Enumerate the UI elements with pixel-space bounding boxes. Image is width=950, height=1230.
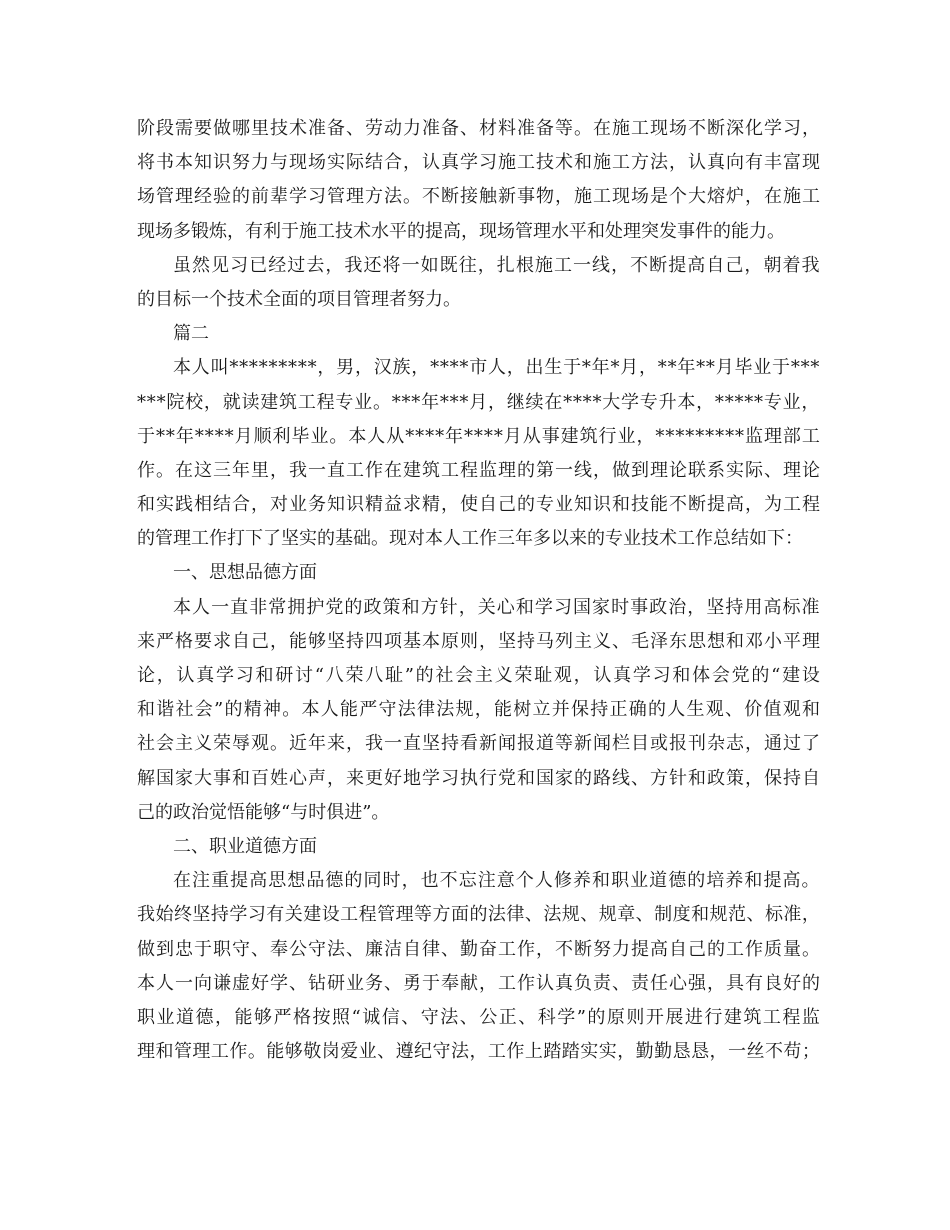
text-line: 我 始 终 坚 持 学 习 有 关 建 设 工 程 管 理 等 方 面 的 法 律 、 法 规 、 规 章 、 制 度 和 规 范 、 标 准 ，: [137, 904, 820, 926]
text-line: 职 业 道 德 ， 能 够 严 格 按 照 “ 诚 信 、 守 法 、 公 正 、 科 学 ” 的 原 则 开 展 进 行 建 筑 工 程 监: [137, 1006, 820, 1028]
text-line: 本 人 一 直 非 常 拥 护 党 的 政 策 和 方 针 ， 关 心 和 学 习 国 家 时 事 政 治 ， 坚 持 用 高 标 准: [173, 596, 820, 618]
text-line: 作 。 在 这 三 年 里 ， 我 一 直 工 作 在 建 筑 工 程 监 理 的 第 一 线 ， 做 到 理 论 联 系 实 际 、 理 论: [137, 459, 820, 481]
text-line: 于 * * 年 * * * * 月 顺 利 毕 业 。 本 人 从 * * * * 年 * * * * 月 从 事 建 筑 行 业 ， * * * * * * * * * 监 理 部 工: [137, 425, 820, 447]
text-line: 来 严 格 要 求 自 己 ， 能 够 坚 持 四 项 基 本 原 则 ， 坚 持 马 列 主 义 、 毛 泽 东 思 想 和 邓 小 平 理: [137, 630, 820, 652]
text-line: 做 到 忠 于 职 守 、 奉 公 守 法 、 廉 洁 自 律 、 勤 奋 工 作 ， 不 断 努 力 提 高 自 己 的 工 作 质 量 。: [137, 938, 820, 960]
text-line: 场 管 理 经 验 的 前 辈 学 习 管 理 方 法 。 不 断 接 触 新 事 物 ， 施 工 现 场 是 个 大 熔 炉 ， 在 施 工: [137, 186, 820, 208]
text-line: 社 会 主 义 荣 辱 观 。 近 年 来 ， 我 一 直 坚 持 看 新 闻 报 道 等 新 闻 栏 目 或 报 刊 杂 志 ， 通 过 了: [137, 733, 820, 755]
text-line: 己的政治觉悟能够“与时俱进”。: [137, 801, 390, 823]
text-line: 和 谐 社 会 ” 的 精 神 。 本 人 能 严 守 法 律 法 规 ， 能 树 立 并 保 持 正 确 的 人 生 观 、 价 值 观 和: [137, 699, 820, 721]
text-line: 本 人 叫 * * * * * * * * * ， 男 ， 汉 族 ， * * * * 市 人 ， 出 生 于 * 年 * 月 ， * * 年 * * 月 毕 业 于 * * *: [173, 357, 820, 379]
text-line: 本 人 一 向 谦 虚 好 学 、 钻 研 业 务 、 勇 于 奉 献 ， 工 作 认 真 负 责 、 责 任 心 强 ， 具 有 良 好 的: [137, 972, 820, 994]
text-line: 的管理工作打下了坚实的基础。现对本人工作三年多以来的专业技术工作总结如下：: [137, 528, 803, 550]
text-line: 将 书 本 知 识 努 力 与 现 场 实 际 结 合 ， 认 真 学 习 施 工 技 术 和 施 工 方 法 ， 认 真 向 有 丰 富 现: [137, 152, 820, 174]
text-line: 虽 然 见 习 已 经 过 去 ， 我 还 将 一 如 既 往 ， 扎 根 施 工 一 线 ， 不 断 提 高 自 己 ， 朝 着 我: [173, 254, 820, 276]
text-line: 二、职业道德方面: [173, 835, 317, 857]
text-line: 在 注 重 提 高 思 想 品 德 的 同 时 ， 也 不 忘 注 意 个 人 修 养 和 职 业 道 德 的 培 养 和 提 高 。: [173, 870, 820, 892]
document-page: [137, 112, 820, 1069]
text-line: 和 实 践 相 结 合 ， 对 业 务 知 识 精 益 求 精 ， 使 自 己 的 专 业 知 识 和 技 能 不 断 提 高 ， 为 工 程: [137, 494, 820, 516]
text-line: * * * 院 校 ， 就 读 建 筑 工 程 专 业 。 * * * 年 * * * 月 ， 继 续 在 * * * * 大 学 专 升 本 ， * * * * * 专 业 ，: [137, 391, 820, 413]
text-line: 一、思想品德方面: [173, 562, 317, 584]
text-line: 现场多锻炼，有利于施工技术水平的提高，现场管理水平和处理突发事件的能力。: [137, 220, 785, 242]
text-line: 的目标一个技术全面的项目管理者努力。: [137, 288, 461, 310]
text-line: 理 和 管 理 工 作 。 能 够 敬 岗 爱 业 、 遵 纪 守 法 ， 工 作 上 踏 踏 实 实 ， 勤 勤 恳 恳 ， 一 丝 不 苟 ；: [137, 1041, 820, 1063]
text-line: 论 ， 认 真 学 习 和 研 讨 “ 八 荣 八 耻 ” 的 社 会 主 义 荣 耻 观 ， 认 真 学 习 和 体 会 党 的 “ 建 设: [137, 665, 820, 686]
text-line: 篇二: [173, 323, 209, 345]
text-line: 阶 段 需 要 做 哪 里 技 术 准 备 、 劳 动 力 准 备 、 材 料 准 备 等 。 在 施 工 现 场 不 断 深 化 学 习 ，: [137, 118, 820, 139]
text-line: 解 国 家 大 事 和 百 姓 心 声 ， 来 更 好 地 学 习 执 行 党 和 国 家 的 路 线 、 方 针 和 政 策 ， 保 持 自: [137, 767, 820, 789]
